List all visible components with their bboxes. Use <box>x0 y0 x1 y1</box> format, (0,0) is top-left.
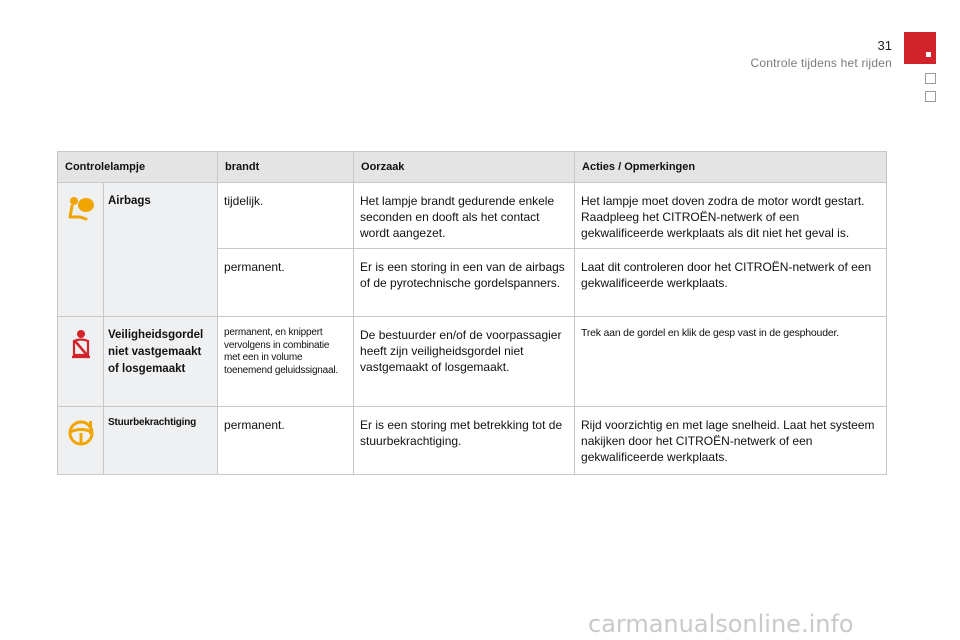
acties-text: Rijd voorzichtig en met lage snelheid. Laat het systeem nakijken door het CITROËN-netwerk of een gekwalificeerde werkplaats. <box>581 418 875 464</box>
acties-text: Laat dit controleren door het CITROËN-netwerk of een gekwalificeerde werkplaats. <box>581 260 872 290</box>
warning-lights-table <box>57 151 887 475</box>
acties-text: Trek aan de gordel en klik de gesp vast in de gesphouder. <box>581 327 839 339</box>
col-header-oorzaak: Oorzaak <box>354 152 575 183</box>
light-name: Stuurbekrachtiging <box>108 417 197 428</box>
brandt-text: permanent. <box>224 418 285 432</box>
cell-brandt <box>218 183 354 249</box>
table-header-row <box>58 152 887 183</box>
cell-oorzaak <box>354 407 575 475</box>
icon-cell <box>58 183 104 317</box>
cell-brandt <box>218 317 354 407</box>
brandt-text: tijdelijk. <box>224 194 264 208</box>
cell-oorzaak <box>354 249 575 317</box>
seatbelt-icon <box>69 329 93 361</box>
cell-oorzaak <box>354 317 575 407</box>
col-header-acties: Acties / Opmerkingen <box>575 152 887 183</box>
icon-cell <box>58 407 104 475</box>
nav-box-1[interactable] <box>925 73 936 84</box>
name-cell <box>104 317 218 407</box>
col-header-brandt: brandt <box>218 152 354 183</box>
steering-wheel-icon <box>66 419 96 447</box>
cell-acties <box>575 249 887 317</box>
table-row <box>58 183 887 249</box>
oorzaak-text: De bestuurder en/of de voorpassagier heeft zijn veiligheidsgordel niet vastgemaakt of losgemaakt. <box>360 328 562 374</box>
name-cell <box>104 407 218 475</box>
table-row <box>58 317 887 407</box>
chapter-tab[interactable] <box>904 32 936 64</box>
airbag-icon <box>66 195 96 221</box>
cell-brandt <box>218 407 354 475</box>
cell-acties <box>575 407 887 475</box>
brandt-text: permanent. <box>224 260 285 274</box>
oorzaak-text: Het lampje brandt gedurende enkele seconden en dooft als het contact wordt aangezet. <box>360 194 555 240</box>
cell-oorzaak <box>354 183 575 249</box>
light-name: Veiligheidsgordel niet vastgemaakt of losgemaakt <box>108 329 204 375</box>
col-header-controlelampje: Controlelampje <box>58 152 218 183</box>
cell-acties <box>575 317 887 407</box>
brandt-text: permanent, en knippert vervolgens in combinatie met een in volume toenemend geluidssignaal. <box>224 327 338 376</box>
icon-cell <box>58 317 104 407</box>
chapter-title: Controle tijdens het rijden <box>750 56 892 70</box>
cell-brandt <box>218 249 354 317</box>
oorzaak-text: Er is een storing met betrekking tot de stuurbekrachtiging. <box>360 418 563 448</box>
watermark: carmanualsonline.info <box>588 610 854 638</box>
table-row <box>58 407 887 475</box>
name-cell <box>104 183 218 317</box>
acties-text: Het lampje moet doven zodra de motor wordt gestart. Raadpleeg het CITROËN-netwerk of een gekwalificeerde werkplaats als dit niet het geval is. <box>581 194 865 240</box>
light-name: Airbags <box>108 195 151 207</box>
page-number: 31 <box>877 38 892 53</box>
oorzaak-text: Er is een storing in een van de airbags of de pyrotechnische gordelspanners. <box>360 260 565 290</box>
nav-box-2[interactable] <box>925 91 936 102</box>
cell-acties <box>575 183 887 249</box>
tab-marker <box>926 52 931 57</box>
